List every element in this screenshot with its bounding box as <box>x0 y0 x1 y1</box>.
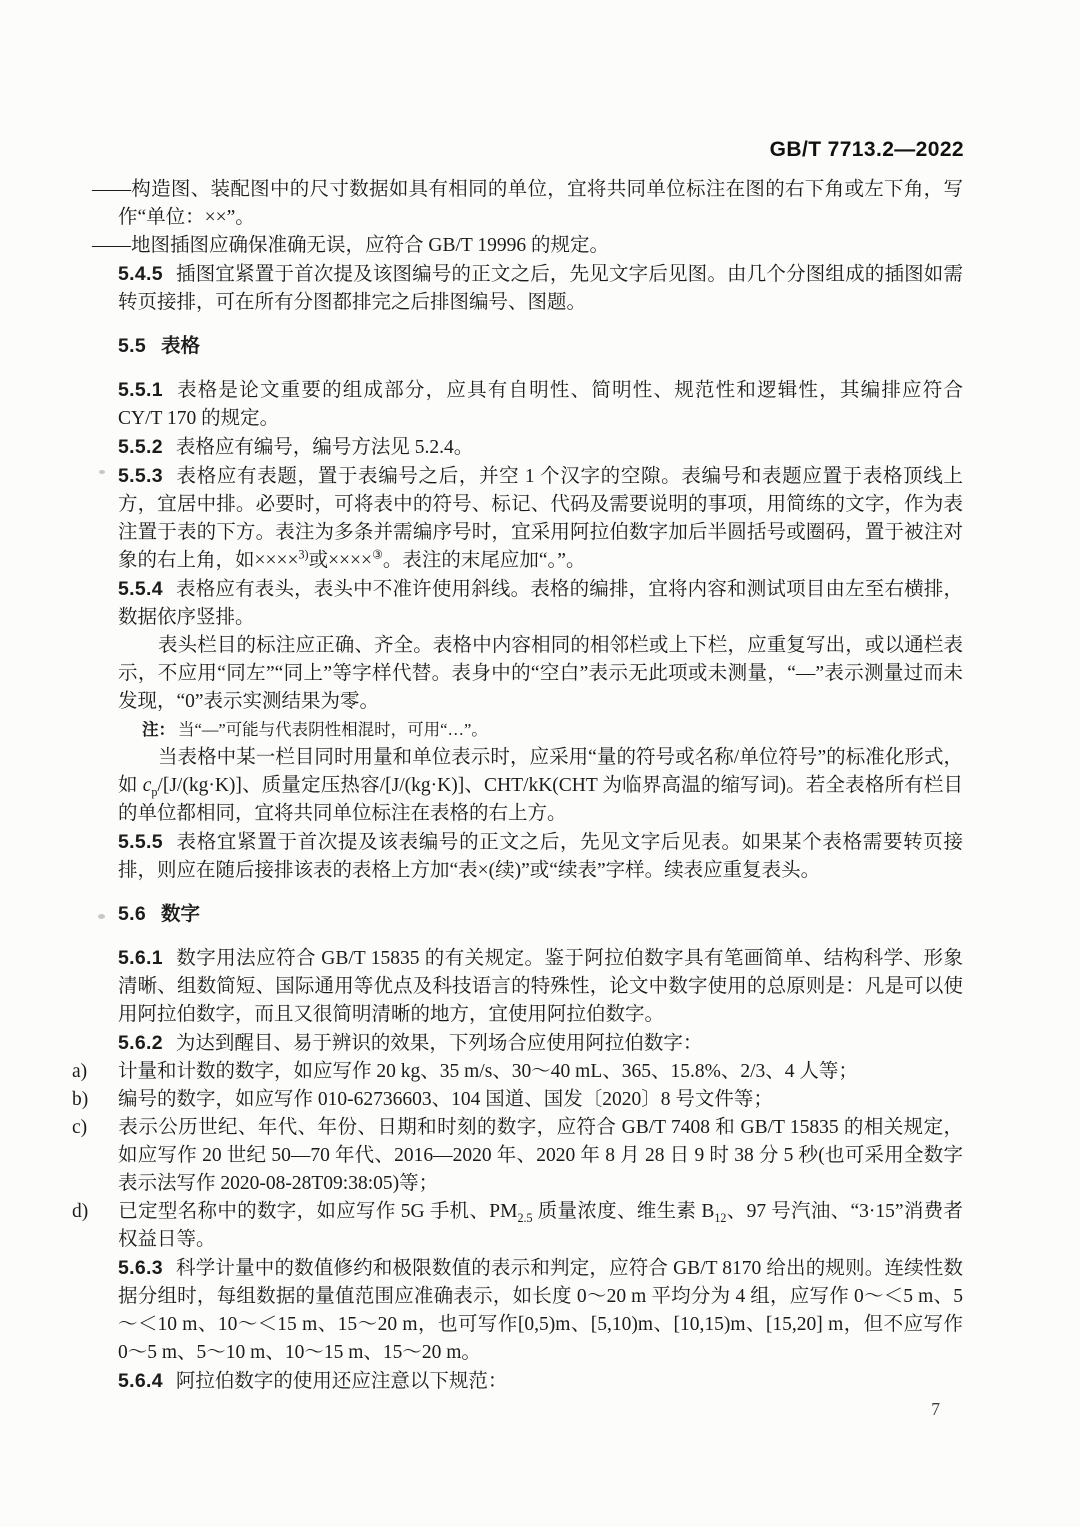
clause-number: 5.5.2 <box>118 436 163 458</box>
section-number: 5.6 <box>118 903 147 925</box>
clause-5-6-4 <box>118 1367 963 1396</box>
document-body <box>72 176 963 1396</box>
dash-item-map: ——地图插图应确保准确无误，应符合 GB/T 19996 的规定。 <box>92 235 609 256</box>
list-item-b <box>72 1086 963 1114</box>
clause-5-6-2 <box>118 1029 963 1058</box>
clause-text: 科学计量中的数值修约和极限数值的表示和判定，应符合 GB/T 8170 给出的规则。连续性数据分组时，每组数据的量值范围应准确表示，如长度 0～20 m 平均分为 4 组，应写作 0～＜5 m、5～＜10 m、10～＜15 m、15～20 m，也可写作[0,5)m、[5,10)m、[10,15)m、[15,20] m，但不应写作 0～5 m、5～10 m、10～15 m、15～20 m。 <box>118 1258 963 1363</box>
list-marker: d) <box>72 1201 89 1222</box>
list-text: 编号的数字，如应写作 010-62736603、104 国道、国发〔2020〕8 号文件等； <box>118 1089 773 1110</box>
list-text: 表示公历世纪、年代、年份、日期和时刻的数字，应符合 GB/T 7408 和 GB/T 15835 的相关规定，如应写作 20 世纪 50—70 年代、2016—2020 年、2020 年 8 月 28 日 9 时 38 分 5 秒(也可采用全数字表示法写作 2020-08-28T09:38:05)等； <box>118 1117 963 1194</box>
clause-text: 表格应有表题，置于表编号之后，并空 1 个汉字的空隙。表编号和表题应置于表格顶线上方，宜居中排。必要时，可将表中的符号、标记、代码及需要说明的事项，用简练的文字，作为表注置于表的下方。表注为多条并需编序号时，宜采用阿拉伯数字加后半圆括号或圈码，置于被注对象的右上角，如××××$^{3)}$或××××③。表注的末尾应加“。”。 <box>118 466 963 571</box>
clause-5-5-4 <box>118 575 963 632</box>
list-item-d <box>72 1198 963 1254</box>
clause-5-5-1 <box>118 376 963 433</box>
section-number: 5.5 <box>118 335 147 357</box>
clause-text: 插图宜紧置于首次提及该图编号的正文之后，先见文字后见图。由几个分图组成的插图如需转页接排，可在所有分图都排完之后排图编号、图题。 <box>118 264 963 313</box>
clause-number: 5.5.5 <box>118 831 163 853</box>
note-line <box>142 716 963 744</box>
clause-text: 表格应有编号，编号方法见 5.2.4。 <box>175 437 474 458</box>
list-text: 已定型名称中的数字，如应写作 5G 手机、$PM_{2.5}$ 质量浓度、维生素 $B_{12}$、97 号汽油、“3·15”消费者权益日等。 <box>118 1201 963 1250</box>
list-text: 计量和计数的数字，如应写作 20 kg、35 m/s、30～40 mL、365、15.8%、2/3、4 人等； <box>118 1061 858 1082</box>
clause-number: 5.5.3 <box>118 465 163 487</box>
clause-text: 数字用法应符合 GB/T 15835 的有关规定。鉴于阿拉伯数字具有笔画简单、结构科学、形象清晰、组数简短、国际通用等优点及科技语言的特殊性，论文中数字使用的总原则是：凡是可以使用阿拉伯数字，而且又很简明清晰的地方，宜使用阿拉伯数字。 <box>118 948 963 1025</box>
clause-5-5-5 <box>118 828 963 885</box>
clause-number: 5.5.1 <box>118 379 163 401</box>
clause-5-4-5 <box>118 260 963 317</box>
clause-5-5-3 <box>118 462 963 575</box>
paragraph-quantity-unit-form: 当表格中某一栏目同时用量和单位表示时，应采用“量的符号或名称/单位符号”的标准化形式，如 $c_p/[J/(kg\cdot K)]$、质量定压热容/[J/(kg·K)]、CHT/kK(CHT 为临界高温的缩写词)。若全表格所有栏目的单位都相同，宜将共同单位标注在表格的右上方。 <box>118 747 963 824</box>
clause-number: 5.6.4 <box>118 1370 163 1392</box>
clause-5-5-2 <box>118 433 963 462</box>
note-text: 当“—”可能与代表阴性相混时，可用“…”。 <box>178 720 488 739</box>
clause-5-6-1 <box>118 944 963 1029</box>
page-number: 7 <box>931 1399 940 1419</box>
clause-text: 表格是论文重要的组成部分，应具有自明性、简明性、规范性和逻辑性，其编排应符合 CY/T 170 的规定。 <box>118 380 963 429</box>
clause-number: 5.6.1 <box>118 947 163 969</box>
scan-speck <box>99 470 105 474</box>
clause-number: 5.5.4 <box>118 578 163 600</box>
clause-5-6-3 <box>118 1254 963 1367</box>
clause-number: 5.6.2 <box>118 1032 163 1054</box>
paragraph-table-head-rules: 表头栏目的标注应正确、齐全。表格中内容相同的相邻栏或上下栏，应重复写出，或以通栏表示，不应用“同左”“同上”等字样代替。表身中的“空白”表示无此项或未测量，“—”表示测量过而未发现，“0”表示实测结果为零。 <box>118 635 963 712</box>
section-heading-5-5 <box>118 332 963 360</box>
section-heading-5-6 <box>118 900 963 928</box>
list-marker: b) <box>72 1089 89 1110</box>
list-item-a <box>72 1058 963 1086</box>
list-item-c <box>72 1114 963 1198</box>
clause-text: 表格宜紧置于首次提及该表编号的正文之后，先见文字后见表。如果某个表格需要转页接排，则应在随后接排该表的表格上方加“表×(续)”或“续表”字样。续表应重复表头。 <box>118 832 963 881</box>
dash-item-units: ——构造图、装配图中的尺寸数据如具有相同的单位，宜将共同单位标注在图的右下角或左下角，写作“单位：××”。 <box>92 179 963 228</box>
clause-text: 表格应有表头，表头中不准许使用斜线。表格的编排，宜将内容和测试项目由左至右横排，数据依序竖排。 <box>118 579 963 628</box>
note-label: 注： <box>142 721 175 739</box>
clause-number: 5.4.5 <box>118 263 163 285</box>
list-marker: c) <box>72 1117 88 1138</box>
clause-text: 为达到醒目、易于辨识的效果，下列场合应使用阿拉伯数字： <box>175 1033 703 1054</box>
standard-code-header: GB/T 7713.2—2022 <box>769 138 964 161</box>
section-title: 数字 <box>161 903 201 925</box>
clause-text: 阿拉伯数字的使用还应注意以下规范： <box>175 1371 508 1392</box>
scan-speck <box>98 914 105 919</box>
clause-number: 5.6.3 <box>118 1257 163 1279</box>
section-title: 表格 <box>161 335 201 357</box>
list-marker: a) <box>72 1061 88 1082</box>
